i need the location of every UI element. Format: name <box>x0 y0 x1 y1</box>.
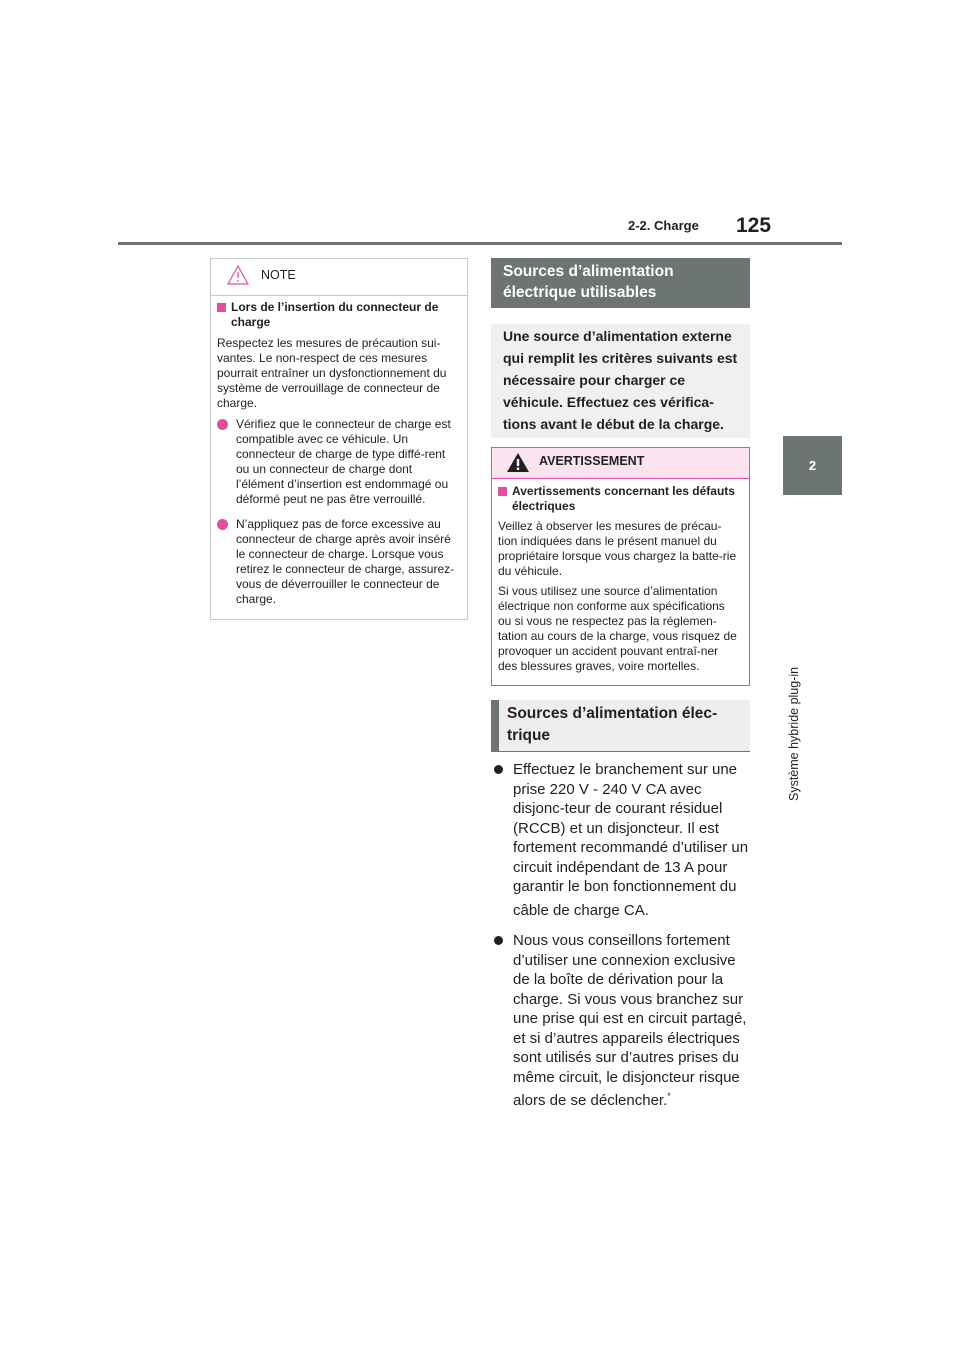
warning-subheading <box>498 484 739 514</box>
note-bullet-text: Vérifiez que le connecteur de charge est compatible avec ce véhicule. Un connecteur de charge de type diffé-rent ou un connecteur de charge dont l’élément d’insertion est endommagé ou déformé peut ne pas être verrouillé. <box>236 417 451 506</box>
note-box <box>210 258 468 620</box>
page-number: 125 <box>736 214 772 237</box>
header-divider <box>118 242 842 245</box>
bullet-dot-icon <box>494 765 503 774</box>
note-subheading-text: Lors de l’insertion du connecteur de charge <box>231 300 439 329</box>
note-title: NOTE <box>261 268 296 282</box>
note-bullet-text: N’appliquez pas de force excessive au connecteur de charge après avoir inséré le connecteur de charge. Lorsque vous retirez le connecteur de charge, assurez-vous de déverrouiller le connecteur de charge. <box>236 517 455 606</box>
chapter-number: 2 <box>808 458 817 473</box>
warning-header <box>492 448 749 479</box>
chapter-label: Système hybride plug-in <box>787 666 801 801</box>
note-paragraph: Respectez les mesures de précaution sui-vantes. Le non-respect de ces mesures pourrait entraîner un dysfonctionnement du système de verrouillage de connecteur de charge. <box>217 336 447 410</box>
warning-paragraph: Veillez à observer les mesures de précau-tion indiquées dans le présent manuel du propriétaire lorsque vous chargez la batte-rie du véhicule. <box>498 519 737 578</box>
section-heading-sources-utilisables: Sources d’alimentation électrique utilisables <box>491 258 750 308</box>
chapter-label-container <box>784 505 808 801</box>
section-intro: Une source d’alimentation externe qui remplit les critères suivants est nécessaire pour charger ce véhicule. Effectuez ces vérifica-tions avant le début de la charge. <box>491 324 750 438</box>
footnote-mark: * <box>667 1091 671 1101</box>
bullet-dot-icon <box>494 936 503 945</box>
square-bullet-icon <box>217 303 226 312</box>
warning-triangle-icon <box>506 452 530 473</box>
list-item-text <box>513 760 753 920</box>
list-item-text-body: Effectuez le branchement sur une prise 220 V - 240 V CA avec disjonc-teur de courant résiduel (RCCB) et un disjoncteur. Il est fortement recommandé d’utiliser un circuit indépendant de 13 A pour garantir le bon fonctionnement du câble de charge CA. <box>513 761 749 919</box>
section-heading-sources: Sources d’alimentation élec-trique <box>491 700 750 752</box>
list-item <box>491 931 753 1111</box>
list-item-text <box>513 931 753 1111</box>
caution-triangle-outline-icon <box>227 265 249 285</box>
bullet-dot-icon <box>217 519 228 530</box>
chapter-tab <box>783 436 842 495</box>
warning-box <box>491 447 750 686</box>
square-bullet-icon <box>498 487 507 496</box>
list-item <box>491 760 753 920</box>
list-item <box>217 417 457 507</box>
list-item <box>217 517 457 607</box>
warning-subheading-text: Avertissements concernant les défauts électriques <box>512 484 735 513</box>
requirements-list <box>491 760 753 1122</box>
section-title: 2-2. Charge <box>628 218 699 233</box>
list-item-text-body: Nous vous conseillons fortement d’utiliser une connexion exclusive de la boîte de dérivation pour la charge. Si vous vous branchez sur une prise qui est en circuit partagé, et si d’autres appareils électriques sont utilisés sur d’autres prises du même circuit, le disjoncteur risque alors de se déclencher. <box>513 932 747 1109</box>
note-subheading <box>217 300 457 330</box>
bullet-dot-icon <box>217 419 228 430</box>
warning-paragraph: Si vous utilisez une source d’alimentation électrique non conforme aux spécifications ou si vous ne respectez pas la réglemen-tation au cours de la charge, vous risquez de provoquer un accident pouvant entraî-ner des blessures graves, voire mortelles. <box>498 584 737 673</box>
warning-title: AVERTISSEMENT <box>539 454 645 468</box>
note-header <box>211 259 467 296</box>
